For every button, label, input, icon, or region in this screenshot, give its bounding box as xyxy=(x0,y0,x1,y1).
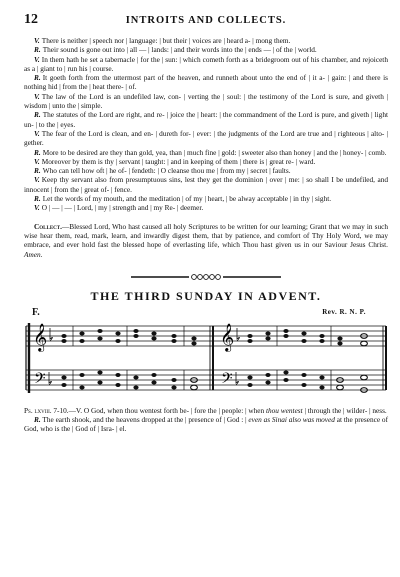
ornament-rule xyxy=(24,273,388,281)
verse-text: Who can tell how oft | he of- | fendeth: | O cleanse thou me | from my | secret | faults. xyxy=(42,166,291,176)
bass-clef-icon: 𝄢 xyxy=(34,369,46,391)
verse xyxy=(24,148,388,157)
verse-mark: V. xyxy=(34,128,40,138)
key-letter: F. xyxy=(32,306,40,318)
inner-bar-lines xyxy=(73,326,331,390)
collect-text: —Blessed Lord, Who hast caused all holy Scriptures to be written for our learning; Grant that we may in such wise hear them, read, mark, learn, and inwardly digest them, that by patience, and comfort of Thy Holy Word, we may embrace, and ever hold fast the blessed hope of everlasting life, which Thou hast given us in our Saviour Jesus Christ. xyxy=(24,221,388,250)
verses xyxy=(24,36,388,213)
verse-text: The law of the Lord is an undefiled law, con- | verting the | soul: | the testimony of the Lord is sure, and giveth | wisdom | unto the | simple. xyxy=(24,91,388,111)
verse-text: It goeth forth from the uttermost part of the heaven, and runneth about unto the end of | it a- | gain: | and there is nothing hid | from the | heat there- | of. xyxy=(24,73,388,92)
verse xyxy=(24,110,388,129)
verse-text: Moreover by them is thy | servant | taught: | and in keeping of them | there is | great re- | ward. xyxy=(41,156,316,166)
psalm-text: | through the | wilder- | ness. xyxy=(302,405,387,415)
verse-mark: R. xyxy=(34,415,41,425)
verse xyxy=(24,129,388,148)
collect-lead: Collect. xyxy=(34,221,62,231)
verse xyxy=(24,157,388,166)
verse-mark: V. xyxy=(34,175,40,185)
verse xyxy=(24,36,388,45)
verse xyxy=(24,194,388,203)
running-title: INTROITS AND COLLECTS. xyxy=(125,15,287,26)
verse-text: Keep thy servant also from presumptuous sins, lest they get the dominion | over | me: | so shall I be undefiled, and innocent | from the | great of- | fence. xyxy=(24,175,388,194)
bass-clef-icon: 𝄢 xyxy=(221,369,233,391)
verse-text: There is neither | speech nor | language: | but their | voices are | heard a- | mong them. xyxy=(41,36,291,45)
verse-mark: V. xyxy=(34,203,40,213)
verse-mark: R. xyxy=(34,73,41,83)
verse-text: Their sound is gone out into | all — | lands: | and their words into the | ends — | of the | world. xyxy=(42,45,317,55)
verse xyxy=(24,73,388,92)
verse-mark: R. xyxy=(34,147,41,157)
running-head xyxy=(24,12,388,30)
psalm-text: at the presence of God, who is the | God of | Isra- | el. xyxy=(24,415,389,434)
verse-mark: R. xyxy=(34,110,41,120)
verse-mark: V. xyxy=(34,91,40,101)
author-credit: Rev. R. N. P. xyxy=(322,307,366,316)
verse-text: O | — | — | Lord, | my | strength and | my Re- | deemer. xyxy=(41,203,204,213)
verse xyxy=(24,45,388,54)
psalm-text: The earth shook, and the heavens dropped at the | presence of | God : | xyxy=(40,415,249,425)
verse-mark: V. xyxy=(34,54,40,64)
verse xyxy=(24,55,388,74)
verse-text: The statutes of the Lord are right, and re- | joice the | heart: | the commandment of the Lord is pure, and giveth | light un- | to the | eyes. xyxy=(24,110,388,129)
psalm-paragraph xyxy=(24,406,388,434)
collect-paragraph xyxy=(24,222,388,259)
verse xyxy=(24,166,388,175)
key-flat-icon xyxy=(49,328,240,385)
psalm-italic-text: even as Sinai also was moved xyxy=(248,415,335,425)
page-number: 12 xyxy=(24,12,38,27)
music-score xyxy=(24,320,388,402)
psalm-italic-text: thou wentest xyxy=(265,405,303,415)
verse xyxy=(24,203,388,212)
music-head xyxy=(24,307,388,319)
treble-clef-icon: 𝄞 xyxy=(33,322,48,351)
collect-amen: Amen. xyxy=(24,249,43,259)
verse-mark: R. xyxy=(34,194,41,204)
verse-mark: V. xyxy=(34,156,40,166)
verse xyxy=(24,92,388,111)
treble-clef-icon: 𝄞 xyxy=(220,322,235,351)
verse-text: Let the words of my mouth, and the meditation | of my | heart, | be alway acceptable | in thy | sight. xyxy=(42,194,332,204)
verse xyxy=(24,175,388,194)
note-heads xyxy=(61,329,342,390)
treble-staff xyxy=(26,326,386,346)
verse-mark: V. xyxy=(34,36,40,45)
verse-mark: R. xyxy=(34,45,41,55)
system-bracket xyxy=(26,323,29,393)
verse-text: More to be desired are they than gold, yea, than | much fine | gold: | sweeter also than honey | and the | honey- | comb. xyxy=(42,147,387,157)
verse-text: In them hath he set a tabernacle | for the | sun: | which cometh forth as a bridegroom out of his chamber, and rejoiceth as a | giant to | run his | course. xyxy=(24,54,388,73)
verse-mark: R. xyxy=(34,166,41,176)
section-title: THE THIRD SUNDAY IN ADVENT. xyxy=(90,288,322,303)
psalm-reference: Ps. lxviii. 7-10. xyxy=(24,405,69,415)
ornament-icon xyxy=(131,273,281,281)
verse-text: The fear of the Lord is clean, and en- | dureth for- | ever: | the judgments of the Lord are true and | righteous | alto- | gether. xyxy=(24,128,388,148)
psalm-text: —V. O God, when thou wentest forth be- | fore the | people: | when xyxy=(68,405,266,415)
